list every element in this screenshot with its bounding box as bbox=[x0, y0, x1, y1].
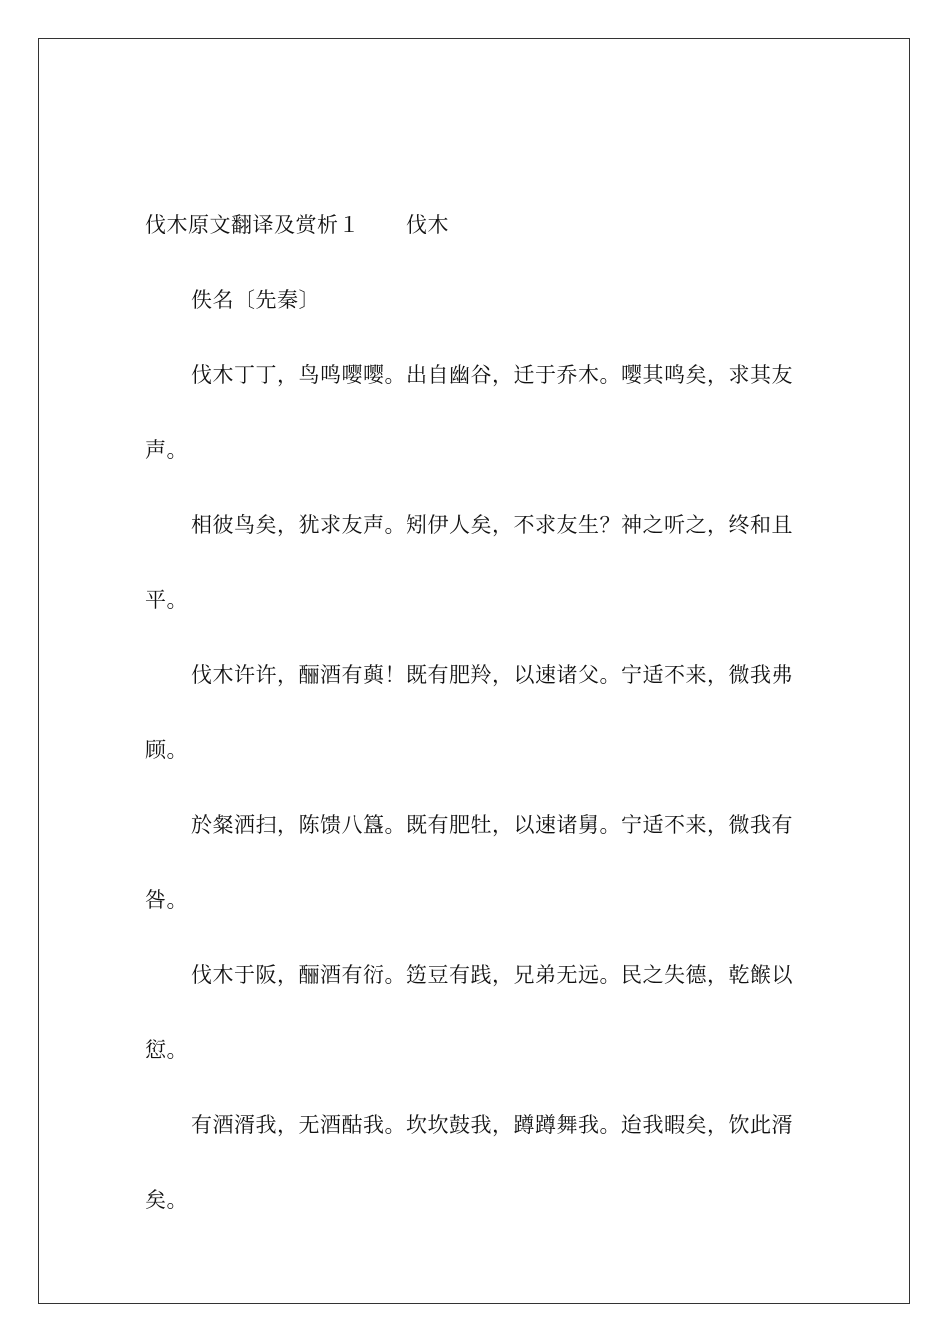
poem-stanza-1: 伐木丁丁，鸟鸣嘤嘤。出自幽谷，迁于乔木。嘤其鸣矣，求其友声。 bbox=[145, 363, 793, 462]
poem-stanza-2: 相彼鸟矣，犹求友声。矧伊人矣，不求友生？神之听之，终和且平。 bbox=[145, 513, 793, 612]
title-sub: 伐木 bbox=[406, 213, 449, 237]
document-title bbox=[145, 207, 795, 244]
author-line: 佚名〔先秦〕 bbox=[191, 288, 320, 312]
poem-stanza-3: 伐木许许，酾酒有藇！既有肥羚，以速诸父。宁适不来，微我弗顾。 bbox=[145, 663, 793, 762]
poem-stanza-4: 於粲洒扫，陈馈八簋。既有肥牡，以速诸舅。宁适不来，微我有咎。 bbox=[145, 813, 793, 912]
title-main: 伐木原文翻译及赏析１ bbox=[145, 213, 360, 237]
document-body bbox=[145, 207, 795, 1257]
poem-stanza-6: 有酒湑我，无酒酤我。坎坎鼓我，蹲蹲舞我。迨我暇矣，饮此湑矣。 bbox=[145, 1113, 793, 1212]
poem-stanza-5: 伐木于阪，酾酒有衍。笾豆有践，兄弟无远。民之失德，乾餱以愆。 bbox=[145, 963, 793, 1062]
